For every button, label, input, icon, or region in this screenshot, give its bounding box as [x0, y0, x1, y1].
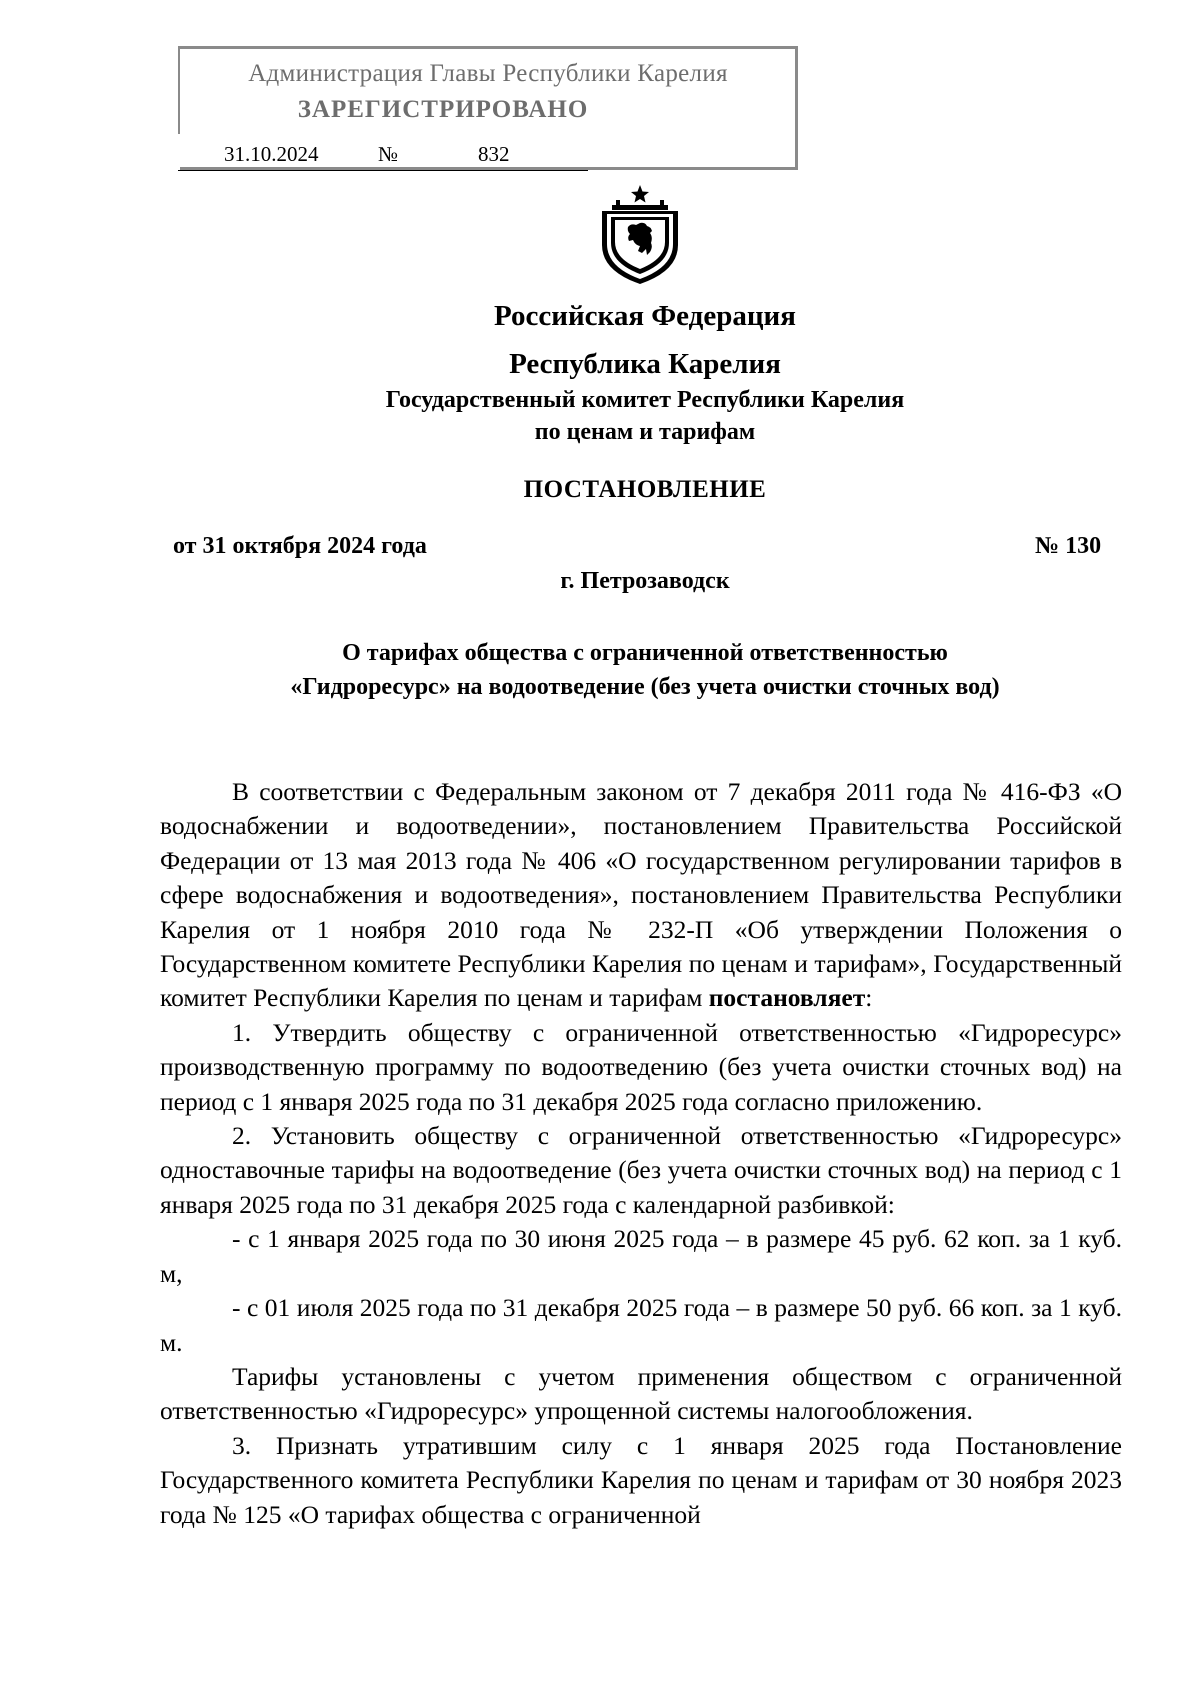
document-body	[160, 775, 1122, 1532]
republic-title: Республика Карелия	[509, 348, 781, 380]
stamp-number-label: №	[378, 142, 399, 166]
item-1-paragraph: 1. Утвердить обществу с ограниченной ответственностью «Гидроресурс» производственную программу по водоотведению (без учета очистки сточных вод) на период с 1 января 2025 года по 31 декабря 2025 года согласно приложению.	[160, 1017, 1122, 1116]
item-3-paragraph: 3. Признать утратившим силу с 1 января 2025 года Постановление Государственного комитета Республики Карелия по ценам и тарифам от 30 ноября 2023 года № 125 «О тарифах общества с ограниченной	[160, 1430, 1122, 1529]
committee-title-line2: по ценам и тарифам	[534, 419, 756, 445]
document-city: г. Петрозаводск	[560, 568, 730, 594]
preamble-resolves: постановляет	[708, 983, 866, 1013]
subject-line1: О тарифах общества с ограниченной ответственностью	[342, 640, 948, 666]
preamble-colon: :	[865, 983, 873, 1013]
stamp-date: 31.10.2024	[224, 142, 319, 166]
stamp-registration-line	[178, 142, 588, 171]
stamp-number: 832	[478, 142, 510, 166]
karelia-coat-of-arms-icon	[598, 183, 682, 286]
document-number: № 130	[1035, 533, 1102, 559]
document-date: от 31 октября 2024 года	[173, 533, 427, 559]
item-2-paragraph: 2. Установить обществу с ограниченной ответственностью «Гидроресурс» одноставочные тарифы на водоотведение (без учета очистки сточных вод) на период с 1 января 2025 года по 31 декабря 2025 года с календарной разбивкой:	[160, 1121, 1122, 1219]
registration-stamp	[178, 46, 798, 170]
subject-line2: «Гидроресурс» на водоотведение (без учета очистки сточных вод)	[290, 674, 1000, 700]
item-2-tariff-first-half: - с 1 января 2025 года по 30 июня 2025 года – в размере 45 руб. 62 коп. за 1 куб. м,	[160, 1224, 1122, 1288]
country-title: Российская Федерация	[494, 300, 796, 332]
preamble-text: В соответствии с Федеральным законом от 7 декабря 2011 года № 416-ФЗ «О водоснабжении и водоотведении», постановлением Правительства Российской Федерации от 13 мая 2013 года № 406 «О государственном регулировании тарифов в сфере водоснабжения и водоотведения», постановлением Правительства Республики Карелия от 1 ноября 2010 года № 232-П «Об утверждении Положения о Государственном комитете Республики Карелия по ценам и тарифам», Государственный комитет Республики Карелия по ценам и тарифам	[160, 777, 1122, 1013]
preamble-paragraph	[160, 775, 1122, 1016]
stamp-authority: Администрация Главы Республики Карелия	[248, 60, 728, 87]
stamp-registered-label: ЗАРЕГИСТРИРОВАНО	[297, 96, 589, 123]
committee-title-line1: Государственный комитет Республики Карелия	[385, 387, 905, 413]
item-2-tariff-second-half: - с 01 июля 2025 года по 31 декабря 2025 года – в размере 50 руб. 66 коп. за 1 куб. м.	[160, 1293, 1122, 1357]
document-type: ПОСТАНОВЛЕНИЕ	[523, 476, 767, 503]
item-2-note-paragraph: Тарифы установлены с учетом применения обществом с ограниченной ответственностью «Гидроресурс» упрощенной системы налогообложения.	[160, 1361, 1122, 1426]
